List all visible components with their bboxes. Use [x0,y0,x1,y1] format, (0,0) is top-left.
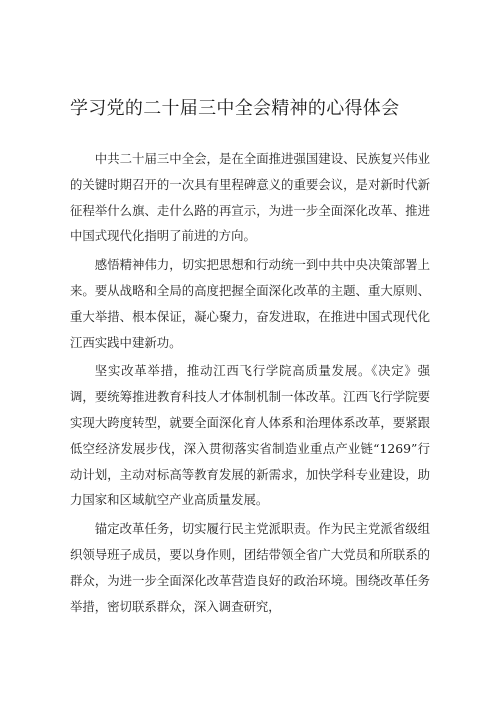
paragraph-1: 中共二十届三中全会，是在全面推进强国建设、民族复兴伟业的关键时期召开的一次具有里程碑意义的重要会议，是对新时代新征程举什么旗、走什么路的再宣示，为进一步全面深化改革、推进中国式现代化指明了前进的方向。 [70,151,430,244]
document-title: 学习党的二十届三中全会精神的心得体会 [70,98,400,119]
paragraph-2: 感悟精神伟力，切实把思想和行动统一到中共中央决策部署上来。要从战略和全局的高度把握全面深化改革的主题、重大原则、重大举措、根本保证，凝心聚力，奋发进取，在推进中国式现代化江西实践中建新功。 [70,257,430,350]
paragraph-3: 坚实改革举措，推动江西飞行学院高质量发展。《决定》强调，要统筹推进教育科技人才体制机制一体改革。江西飞行学院要实现大跨度转型，就要全面深化育人体系和治理体系改革，要紧跟低空经济发展步伐，深入贯彻落实省制造业重点产业链“1269”行动计划，主动对标高等教育发展的新需求，加快学科专业建设，助力国家和区域航空产业高质量发展。 [70,363,430,508]
paragraph-4: 锚定改革任务，切实履行民主党派职责。作为民主党派省级组织领导班子成员，要以身作则，团结带领全省广大党员和所联系的群众，为进一步全面深化改革营造良好的政治环境。围绕改革任务举措，密切联系群众，深入调查研究， [70,521,430,614]
document-body [70,146,430,622]
